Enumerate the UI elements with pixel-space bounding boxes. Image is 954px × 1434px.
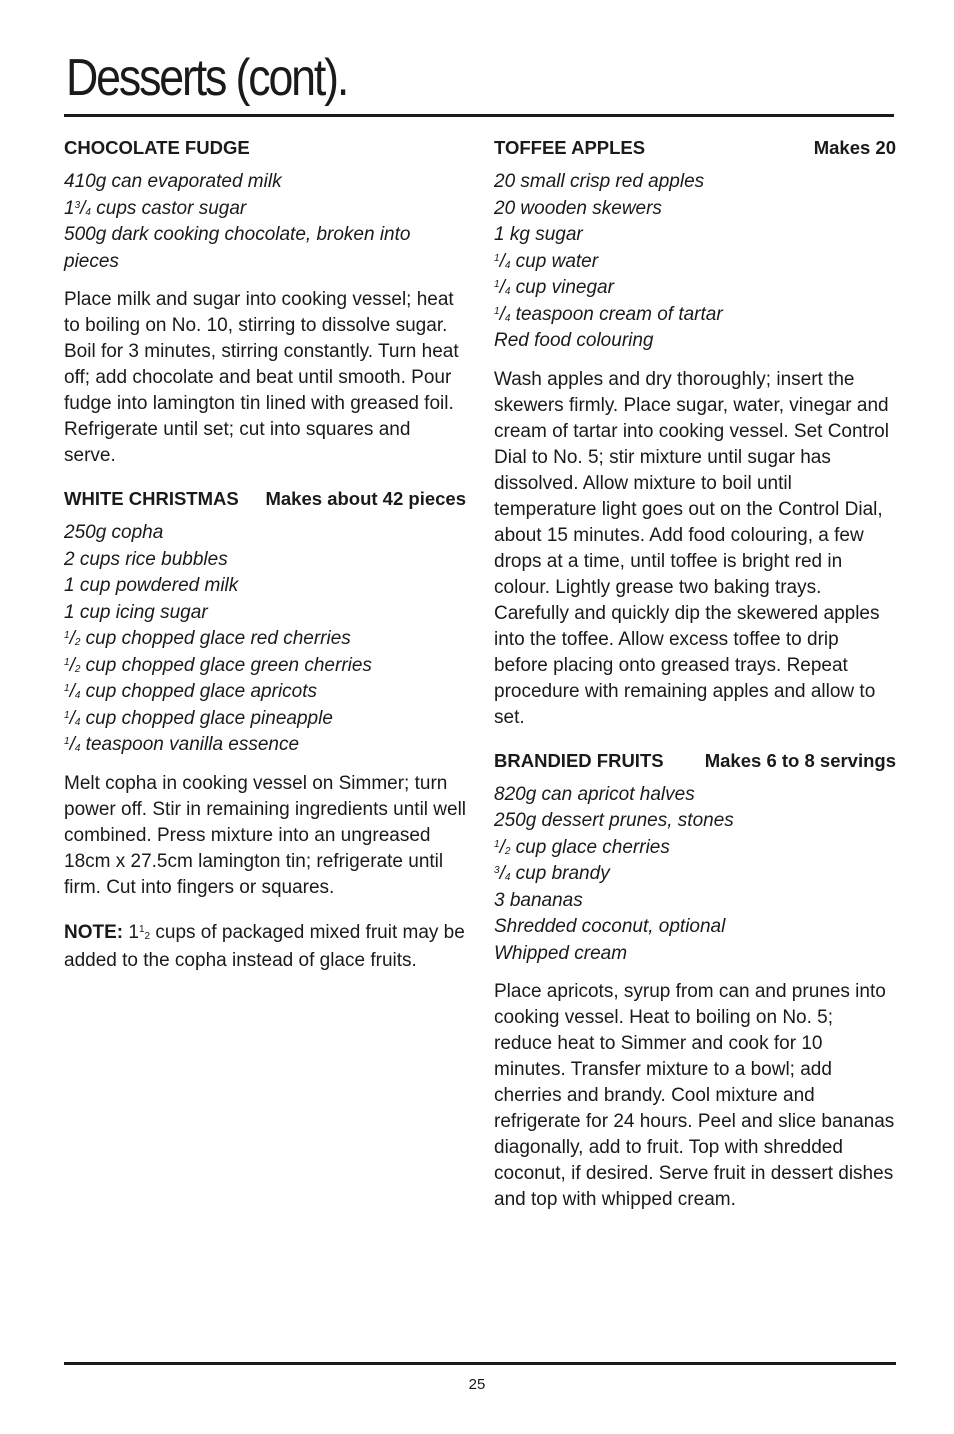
ingredient-line [494,782,896,809]
ingredient-line [494,222,896,249]
note-text: cups of packaged mixed fruit may be added to the copha instead of glace fruits. [64,921,465,971]
ingredient-fraction-denominator: 4 [74,690,81,701]
ingredient-line [494,888,896,915]
ingredient-text: 2 cups rice bubbles [64,548,228,570]
ingredient-line [64,626,466,653]
ingredient-text: cup glace cherries [510,836,670,858]
recipe-header [64,136,466,160]
fraction-slash: / [499,303,505,325]
right-column [494,136,896,1231]
ingredient-fraction-numerator: 1 [494,279,500,290]
recipe-title: BRANDIED FRUITS [494,749,664,771]
ingredient-text: cup brandy [510,863,610,884]
ingredient-text: cups castor sugar [90,197,247,219]
ingredient-text: cup chopped glace green cherries [80,654,372,676]
page-number: 25 [468,1376,486,1393]
ingredient-line [64,706,466,733]
ingredient-line [64,222,466,275]
ingredient-line [64,653,466,680]
ingredient-fraction-numerator: 1 [64,656,70,668]
ingredient-text: 3 bananas [494,889,583,911]
ingredient-line [64,547,466,574]
ingredient-line [494,169,896,196]
fraction-slash: / [69,654,75,676]
ingredient-fraction-denominator: 4 [504,286,511,297]
recipe-header [64,487,466,511]
ingredient-line [64,520,466,547]
fraction-slash: / [69,707,75,729]
ingredient-fraction-denominator: 4 [85,206,91,218]
note-label: NOTE: [64,921,124,943]
ingredient-fraction-denominator: 4 [504,312,511,324]
ingredient-fraction-denominator: 4 [74,716,81,728]
note-fraction-denominator: 2 [144,930,151,942]
fraction-slash: / [499,250,505,272]
ingredient-fraction-denominator: 2 [74,637,81,648]
ingredient-line [494,914,896,941]
ingredient-fraction-denominator: 2 [74,663,81,675]
recipe-yield: Makes 20 [813,137,896,158]
ingredient-fraction-denominator: 4 [74,743,81,754]
ingredient-text: cup water [510,250,599,272]
fraction-slash: / [69,681,75,702]
ingredient-text: cup chopped glace pineapple [80,707,333,729]
recipe-brandied-fruits [494,749,896,1214]
ingredient-whole: 1 [64,197,75,219]
ingredient-text: Shredded coconut, optional [494,916,726,937]
ingredient-fraction-numerator: 1 [494,305,500,317]
note-fraction-numerator: 1 [138,923,145,935]
recipe-method: Place apricots, syrup from can and prunes into cooking vessel. Heat to boiling on No. 5; reduce heat to Simmer and cook for 10 minutes. Transfer mixture to a bowl; add cherries and brandy. Cool mixture and refrigerate for 24 hours. Peel and slice bananas diagonally, add to fruit. Top with shredded coconut, if desired. Serve fruit in dessert dishes and top with whipped cream. [494,981,895,1210]
ingredient-text: 410g can evaporated milk [64,171,282,192]
ingredient-line [494,196,896,223]
ingredient-line [64,600,466,627]
fraction-slash: / [69,628,75,649]
ingredient-list [494,169,896,355]
recipe-header [494,136,896,160]
ingredient-line [494,249,896,276]
ingredient-text: 250g copha [64,522,164,543]
ingredient-fraction-denominator: 2 [504,845,511,857]
ingredient-fraction-denominator: 4 [504,259,511,271]
ingredient-text: 500g dark cooking chocolate, broken into pieces [64,224,411,272]
ingredient-text: 1 kg sugar [494,224,583,245]
ingredient-line [494,328,896,355]
recipe-method: Wash apples and dry thoroughly; insert the skewers firmly. Place sugar, water, vinegar and cream of tartar into cooking vessel. Set Control Dial to No. 5; stir mixture until sugar has dissolved. Allow mixture to boil until temperature light goes out on the Control Dial, about 15 minutes. Add food colouring, a few drops at a time, until toffee is bright red in colour. Lightly grease two baking trays. Carefully and quickly dip the skewered apples into the toffee. Allow excess toffee to drip before placing onto greased trays. Repeat procedure with remaining apples and allow to set. [494,368,889,728]
ingredient-line [494,941,896,968]
ingredient-text: 1 cup powdered milk [64,575,239,596]
ingredient-text: 1 cup icing sugar [64,601,208,623]
recipe-yield: Makes about 42 pieces [265,488,466,509]
title-divider [64,114,894,117]
ingredient-line [64,732,466,759]
ingredient-text: Red food colouring [494,330,654,351]
ingredient-text: 20 wooden skewers [494,197,662,219]
ingredient-line [494,275,896,302]
ingredient-text: teaspoon cream of tartar [510,303,723,325]
recipe-toffee-apples [494,136,896,731]
recipe-method: Place milk and sugar into cooking vessel; heat to boiling on No. 10, stirring to dissolve sugar. Boil for 3 minutes, stirring constantly. Turn heat off; add chocolate and beat until smooth. Pour fudge into lamington tin lined with greased foil. Refrigerate until set; cut into squares and serve. [64,289,459,466]
recipe-title: CHOCOLATE FUDGE [64,137,250,158]
recipe-note [64,919,466,975]
recipe-title: WHITE CHRISTMAS [64,488,239,509]
ingredient-line [494,808,896,835]
ingredient-fraction-denominator: 4 [504,872,511,883]
fraction-slash: / [80,197,86,219]
ingredient-text: 820g can apricot halves [494,783,695,805]
recipe-header [494,749,896,773]
recipe-method: Melt copha in cooking vessel on Simmer; turn power off. Stir in remaining ingredients until well combined. Press mixture into an ungreased 18cm x 27.5cm lamington tin; refrigerate until firm. Cut into fingers or squares. [64,772,467,898]
ingredient-list [64,169,466,275]
fraction-slash: / [499,836,505,858]
recipe-yield: Makes 6 to 8 servings [704,749,896,771]
ingredient-fraction-numerator: 3 [74,199,81,211]
ingredient-fraction-numerator: 1 [494,252,500,264]
ingredient-fraction-numerator: 3 [494,865,500,876]
ingredient-line [494,835,896,862]
ingredient-line [64,573,466,600]
ingredient-text: cup chopped glace red cherries [80,628,351,649]
recipe-chocolate-fudge [64,136,466,469]
ingredient-fraction-numerator: 1 [494,838,500,850]
ingredient-line [64,679,466,706]
ingredient-text: cup vinegar [510,277,614,298]
ingredient-line [64,196,466,223]
ingredient-fraction-numerator: 1 [64,709,70,721]
note-whole: 1 [128,921,139,943]
ingredient-fraction-numerator: 1 [64,736,70,747]
ingredient-line [64,169,466,196]
ingredient-text: 20 small crisp red apples [494,171,705,192]
ingredient-text: cup chopped glace apricots [80,681,318,702]
recipe-white-christmas [64,487,466,975]
ingredient-list [494,782,896,968]
recipe-title: TOFFEE APPLES [494,137,646,158]
ingredient-list [64,520,466,759]
page-title: Desserts (cont). [66,49,348,107]
ingredient-line [494,302,896,329]
ingredient-line [494,861,896,888]
footer-divider [64,1362,896,1365]
left-column [64,136,466,975]
fraction-slash: / [499,863,505,884]
ingredient-text: teaspoon vanilla essence [80,734,300,755]
ingredient-text: Whipped cream [494,942,628,964]
fraction-slash: / [499,277,505,298]
fraction-slash: / [69,734,75,755]
ingredient-fraction-numerator: 1 [64,683,70,694]
ingredient-text: 250g dessert prunes, stones [494,810,734,831]
ingredient-fraction-numerator: 1 [64,630,70,641]
